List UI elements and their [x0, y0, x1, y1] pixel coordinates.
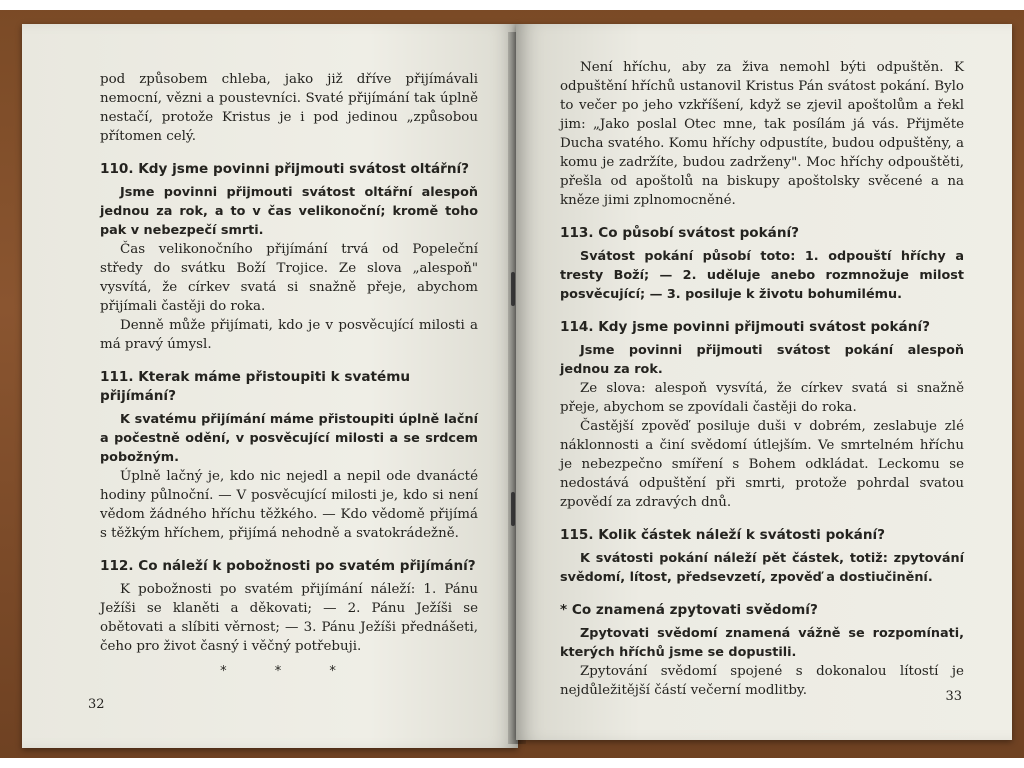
- staple-top: [511, 272, 515, 306]
- question-113-answer: Svátost pokání působí toto: 1. odpouští hříchy a tresty Boží; — 2. uděluje anebo rozmnožuje milost posvěcující; — 3. posiluje k životu bohumilému.: [560, 249, 964, 302]
- question-111-explanation: Úplně lačný je, kdo nic nejedl a nepil ode dvanácté hodiny půlnoční. — V posvěcující milosti je, kdo si není vědom žádného hříchu těžkého. — Kdo vědomě přijímá s těžkým hříchem, přijímá nehodně a svatokrádežně.: [100, 469, 478, 541]
- question-115-answer: K svátosti pokání náleží pět částek, totiž: zpytování svědomí, lítost, předsevzetí, zpověď a dostiučinění.: [560, 551, 964, 585]
- question-114-heading: 114. Kdy jsme povinni přijmouti svátost pokání?: [560, 319, 930, 335]
- question-115-heading: 115. Kolik částek náleží k svátosti pokání?: [560, 527, 886, 543]
- question-110-heading: 110. Kdy jsme povinni přijmouti svátost oltářní?: [100, 161, 470, 177]
- subquestion-answer: Zpytovati svědomí znamená vážně se rozpomínati, kterých hříchů jsme se dopustili.: [560, 626, 964, 660]
- subquestion-heading: * Co znamená zpytovati svědomí?: [560, 602, 818, 618]
- question-110-explanation-1: Čas velikonočního přijímání trvá od Popeleční středy do svátku Boží Trojice. Ze slova „alespoň" vysvítá, že církev svatá si snažně přeje, abychom přijímali častěji do roka.: [100, 242, 478, 314]
- question-110-answer: Jsme povinni přijmouti svátost oltářní alespoň jednou za rok, a to v čas velikonoční; kromě toho pak v nebezpečí smrti.: [100, 185, 478, 238]
- right-intro-paragraph: Není hříchu, aby za živa nemohl býti odpuštěn. K odpuštění hříchů ustanovil Kristus Pán svátost pokání. Bylo to večer po jeho vzkříšení, když se zjevil apoštolům a řekl jim: „Jako poslal Otec mne, tak posílám já vás. Přijměte Ducha svatého. Komu hříchy odpustíte, budou odpuštěny, a komu je zadržíte, budou zadrženy". Moc hříchy odpouštěti, přešla od apoštolů na biskupy apoštolsky svěcené a na kněze jimi zplnomocněné.: [560, 60, 964, 208]
- question-110-explanation-2: Denně může přijímati, kdo je v posvěcující milosti a má pravý úmysl.: [100, 318, 478, 352]
- section-separator-stars: * * *: [220, 664, 358, 679]
- staple-bottom: [511, 492, 515, 526]
- page-number-right: 33: [945, 689, 962, 704]
- question-111-heading: 111. Kterak máme přistoupiti k svatému přijímání?: [100, 369, 411, 404]
- page-number-left: 32: [88, 697, 105, 712]
- subquestion-explanation: Zpytování svědomí spojené s dokonalou lítostí je nejdůležitější částí večerní modlitby.: [560, 664, 964, 698]
- question-113-heading: 113. Co působí svátost pokání?: [560, 225, 800, 241]
- question-114-explanation-1: Ze slova: alespoň vysvítá, že církev svatá si snažně přeje, abychom se zpovídali častěji do roka.: [560, 381, 964, 415]
- right-page: [516, 24, 1012, 740]
- question-114-explanation-2: Častější zpověď posiluje duši v dobrém, zeslabuje zlé náklonnosti a činí svědomí útlejším. Ve smrtelném hříchu je nebezpečno smíření s Bohem odkládat. Leckomu se nedostává odpuštění při smrti, protože pohrdal svatou zpovědí za zdravých dnů.: [560, 419, 964, 510]
- left-intro-paragraph: pod způsobem chleba, jako již dříve přijímávali nemocní, vězni a poustevníci. Svaté přijímání tak úplně nestačí, protože Kristus je i pod jedinou „způsobou přítomen celý.: [100, 72, 478, 144]
- open-booklet: [22, 14, 1012, 752]
- bottom-background-strip: [0, 758, 1024, 768]
- left-page: [22, 24, 518, 748]
- question-111-answer: K svatému přijímání máme přistoupiti úplně lační a počestně odění, v posvěcující milosti a se srdcem pobožným.: [100, 412, 478, 465]
- top-background-strip: [0, 0, 1024, 10]
- question-114-answer: Jsme povinni přijmouti svátost pokání alespoň jednou za rok.: [560, 343, 964, 377]
- question-112-answer: K pobožnosti po svatém přijímání náleží: 1. Pánu Ježíši se klaněti a děkovati; — 2. Pánu Ježíši se obětovati a slíbiti věrnost; — 3. Pánu Ježíši přednášeti, čeho pro život časný i věčný potřebuji.: [100, 582, 478, 654]
- question-112-heading: 112. Co náleží k pobožnosti po svatém přijímání?: [100, 558, 476, 574]
